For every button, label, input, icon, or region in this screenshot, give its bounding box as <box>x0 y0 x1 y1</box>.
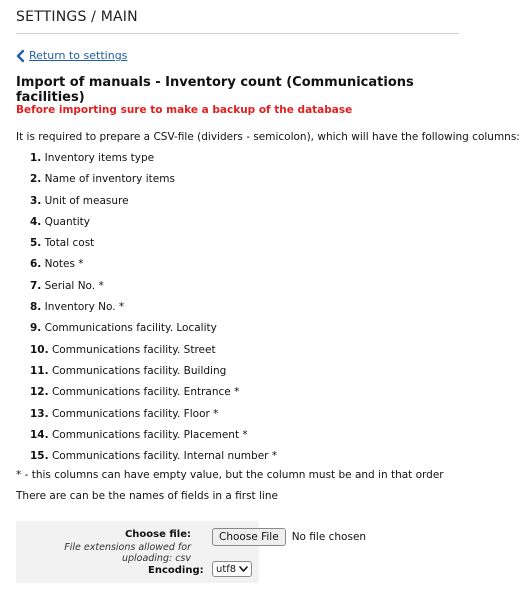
first-line-note: There are can be the names of fields in a first line <box>16 490 278 502</box>
list-item-text: Name of inventory items <box>44 173 175 186</box>
choose-file-button[interactable]: Choose File <box>212 528 286 546</box>
list-item <box>30 404 277 425</box>
list-item <box>30 382 277 403</box>
list-item-number: 7. <box>30 279 42 292</box>
list-item-number: 10. <box>30 343 49 356</box>
list-item-number: 2. <box>30 173 42 186</box>
csv-columns-list <box>30 148 277 467</box>
list-item <box>30 191 277 212</box>
csv-intro-text: It is required to prepare a CSV-file (dividers - semicolon), which will have the following columns: <box>16 131 520 143</box>
list-item-number: 11. <box>30 364 49 377</box>
list-item-text: Communications facility. Placement * <box>51 428 248 441</box>
list-item-number: 9. <box>30 322 42 335</box>
list-item <box>30 425 277 446</box>
list-item-text: Quantity <box>44 215 91 228</box>
list-item <box>30 340 277 361</box>
list-item <box>30 297 277 318</box>
list-item-number: 1. <box>30 152 42 164</box>
list-item-number: 14. <box>30 428 49 441</box>
list-item-text: Communications facility. Internal number * <box>51 450 278 463</box>
list-item-text: Communications facility. Building <box>51 364 227 377</box>
list-item <box>30 318 277 339</box>
list-item-number: 8. <box>30 301 42 314</box>
empty-columns-note: * - this columns can have empty value, but the column must be and in that order <box>16 469 444 481</box>
list-item-text: Unit of measure <box>44 194 129 207</box>
list-item-text: Total cost <box>44 237 95 250</box>
list-item-text: Communications facility. Floor * <box>51 407 219 420</box>
list-item-number: 15. <box>30 450 49 463</box>
list-item <box>30 446 277 467</box>
file-extension-hint: File extensions allowed for uploading: csv <box>64 542 191 564</box>
encoding-value: utf8 <box>216 563 237 575</box>
backup-warning: Before importing sure to make a backup of the database <box>16 104 353 116</box>
list-item-text: Communications facility. Locality <box>44 322 217 335</box>
list-item-text: Serial No. * <box>44 279 104 292</box>
page-title: Import of manuals - Inventory count (Communications facilities) <box>16 75 414 105</box>
list-item <box>30 148 277 169</box>
list-item <box>30 361 277 382</box>
list-item <box>30 212 277 233</box>
list-item-number: 3. <box>30 194 42 207</box>
list-item-text: Inventory items type <box>44 152 155 164</box>
file-status-text: No file chosen <box>291 531 367 543</box>
list-item <box>30 169 277 190</box>
list-item-text: Notes * <box>44 258 84 271</box>
list-item-text: Inventory No. * <box>44 301 125 314</box>
file-label-group <box>16 529 191 564</box>
encoding-select[interactable] <box>212 561 252 577</box>
page-header: SETTINGS / MAIN <box>16 9 138 25</box>
list-item-number: 6. <box>30 258 42 271</box>
chevron-down-icon <box>239 565 248 576</box>
list-item-text: Communications facility. Street <box>51 343 216 356</box>
list-item <box>30 233 277 254</box>
list-item-number: 5. <box>30 237 42 250</box>
return-to-settings-link[interactable] <box>16 49 127 62</box>
return-link-label[interactable]: Return to settings <box>29 49 128 62</box>
list-item-number: 13. <box>30 407 49 420</box>
chevron-left-icon <box>16 50 25 62</box>
choose-file-label: Choose file: <box>124 529 191 540</box>
list-item-number: 12. <box>30 386 49 399</box>
encoding-label: Encoding: <box>148 565 204 576</box>
list-item-number: 4. <box>30 215 42 228</box>
file-input[interactable] <box>212 528 366 546</box>
list-item <box>30 276 277 297</box>
header-divider <box>16 33 459 34</box>
list-item <box>30 254 277 275</box>
list-item-text: Communications facility. Entrance * <box>51 386 240 399</box>
